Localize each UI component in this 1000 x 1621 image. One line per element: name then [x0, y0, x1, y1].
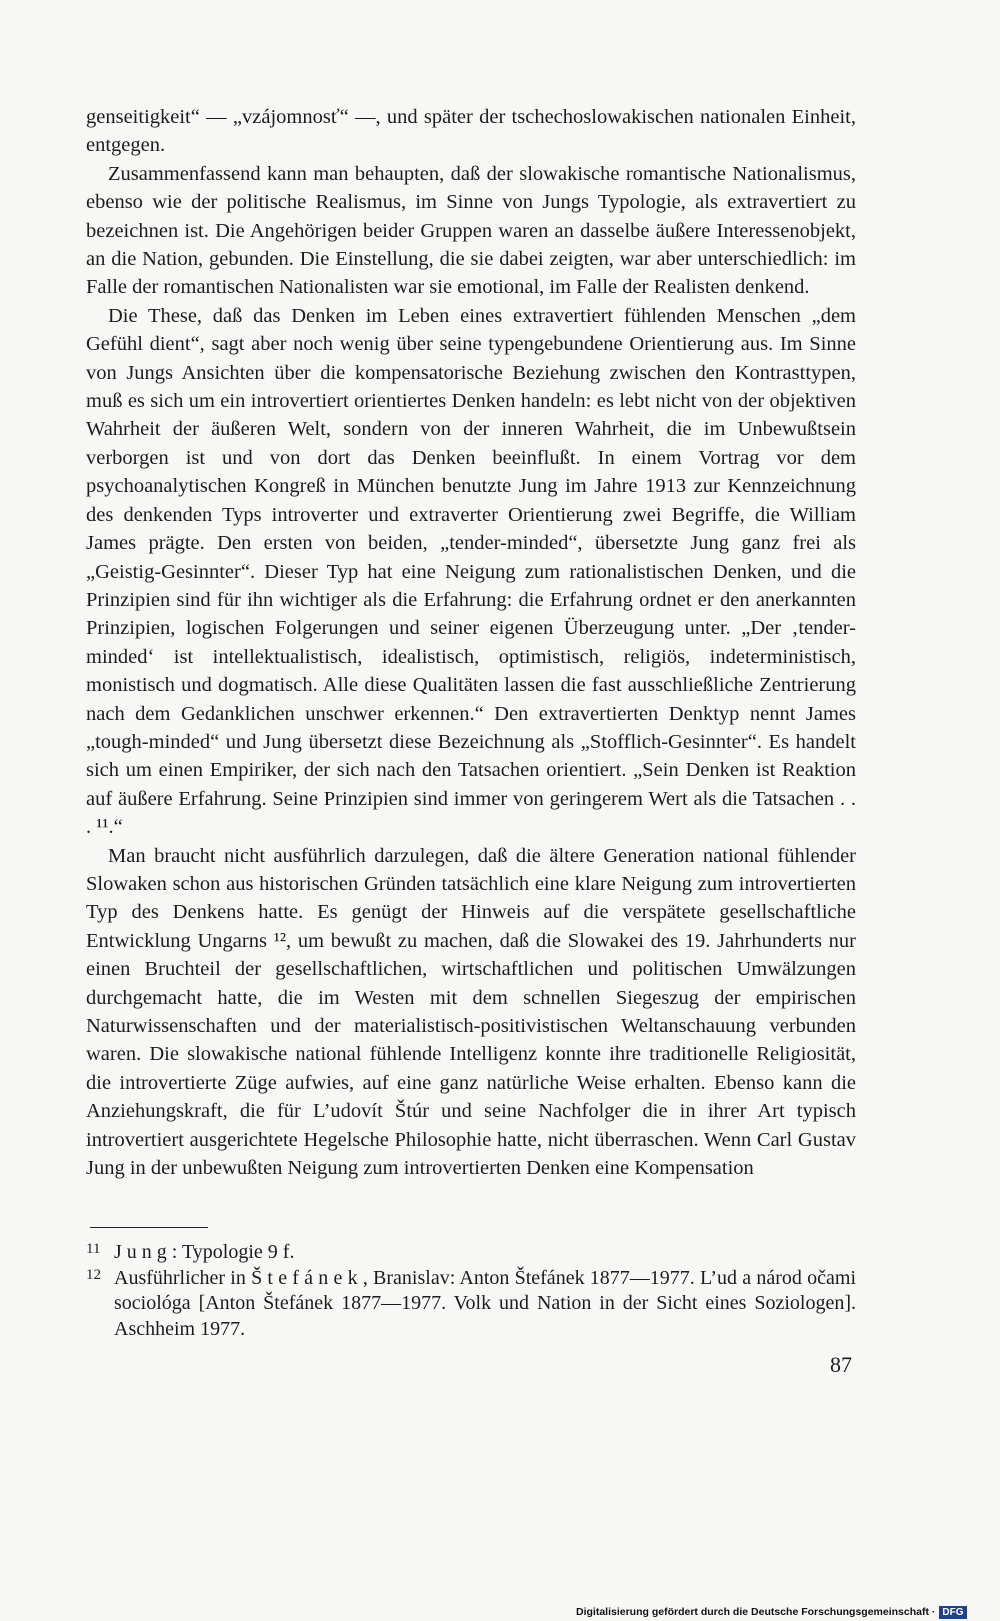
footnote-12	[86, 1266, 856, 1343]
paragraph-3: Die These, daß das Denken im Leben eines extravertiert fühlenden Menschen „dem Gefühl dient“, sagt aber noch wenig über seine typengebundene Orientierung aus. Im Sinne von Jungs Ansichten über die kompensatorische Beziehung zwischen den Kontrasttypen, muß es sich um ein introvertiert orientiertes Denken handeln: es lebt nicht von der objektiven Wahrheit der äußeren Welt, sondern von der inneren Wahrheit, die im Unbewußtsein verborgen ist und von dort das Denken beeinflußt. In einem Vortrag vor dem psychoanalytischen Kongreß in München benutzte Jung im Jahre 1913 zur Kennzeichnung des denkenden Typs introverter und extraverter Orientierung zwei Begriffe, die William James prägte. Den ersten von beiden, „tender-minded“, übersetzte Jung ganz frei als „Geistig-Gesinnter“. Dieser Typ hat eine Neigung zum rationalistischen Denken, und die Prinzipien sind für ihn wichtiger als die Erfahrung: die Erfahrung ordnet er den anerkannten Prinzipien, logischen Folgerungen und seiner eigenen Überzeugung unter. „Der ‚tender-minded‘ ist intellektualistisch, idealistisch, optimistisch, religiös, indeterministisch, monistisch und dogmatisch. Alle diese Qualitäten lassen die fast ausschließliche Zentrierung nach dem Gedanklichen unschwer erkennen.“ Den extravertierten Denktyp nennt James „tough-minded“ und Jung übersetzt diese Bezeichnung als „Stofflich-Gesinnter“. Es handelt sich um einen Empiriker, der sich nach den Tatsachen orientiert. „Sein Denken ist Reaktion auf äußere Erfahrung. Seine Prinzipien sind immer von geringerem Wert als die Tatsachen . . . ¹¹.“	[86, 304, 856, 839]
footnote-number: 11	[86, 1241, 101, 1257]
paragraph-4: Man braucht nicht ausführlich darzulegen, daß die ältere Generation national fühlender Slowaken schon aus historischen Gründen tatsächlich eine klare Neigung zum introvertierten Typ des Denkens hatte. Es genügt der Hinweis auf die verspätete gesellschaftliche Entwicklung Ungarns ¹², um bewußt zu machen, daß die Slowakei des 19. Jahrhunderts nur einen Bruchteil der gesellschaftlichen, wirtschaftlichen und politischen Umwälzungen durchgemacht hatte, die im Westen mit dem schnellen Siegeszug der empirischen Naturwissenschaften und der materialistisch-positivistischen Weltanschauung verbunden waren. Die slowakische national fühlende Intelligenz konnte ihre traditionelle Religiosität, die introvertierte Züge aufwies, auf eine ganz natürliche Weise erhalten. Ebenso kann die Anziehungskraft, die für L’udovít Štúr und seine Nachfolger die in ihrer Art typisch introvertiert ausgerichtete Hegelsche Philosophie hatte, nicht überraschen. Wenn Carl Gustav Jung in der unbewußten Neigung zum introvertierten Denken eine Kompensation	[86, 844, 856, 1180]
paragraph-1: genseitigkeit“ — „vzájomnosť“ —, und später der tschechoslowakischen nationalen Einheit, entgegen.	[86, 106, 856, 157]
body-text	[86, 103, 856, 1182]
footer-text: Digitalisierung gefördert durch die Deutsche Forschungsgemeinschaft ·	[576, 1606, 936, 1618]
dfg-logo: DFG	[939, 1606, 966, 1619]
digitization-footer	[576, 1605, 967, 1619]
footnote-text: J u n g : Typologie 9 f.	[114, 1241, 295, 1263]
footnote-text: Ausführlicher in Š t e f á n e k , Branislav: Anton Štefánek 1877—1977. L’ud a národ očami sociológa [Anton Štefánek 1877—1977. Volk und Nation in der Sicht eines Soziologen]. Aschheim 1977.	[114, 1266, 856, 1340]
paragraph-2: Zusammenfassend kann man behaupten, daß der slowakische romantische Nationalismus, ebenso wie der politische Realismus, im Sinne von Jungs Typologie, als extravertiert zu bezeichnen ist. Die Angehörigen beider Gruppen waren an dasselbe äußere Interessenobjekt, an die Nation, gebunden. Die Einstellung, die sie dabei zeigten, war aber unterschiedlich: im Falle der romantischen Nationalisten war sie emotional, im Falle der Realisten denkend.	[86, 162, 856, 299]
page-number: 87	[830, 1352, 852, 1377]
footnote-number: 12	[86, 1266, 101, 1283]
footnote-11	[86, 1240, 856, 1266]
footnote-separator	[90, 1227, 208, 1228]
footnotes	[86, 1240, 856, 1342]
